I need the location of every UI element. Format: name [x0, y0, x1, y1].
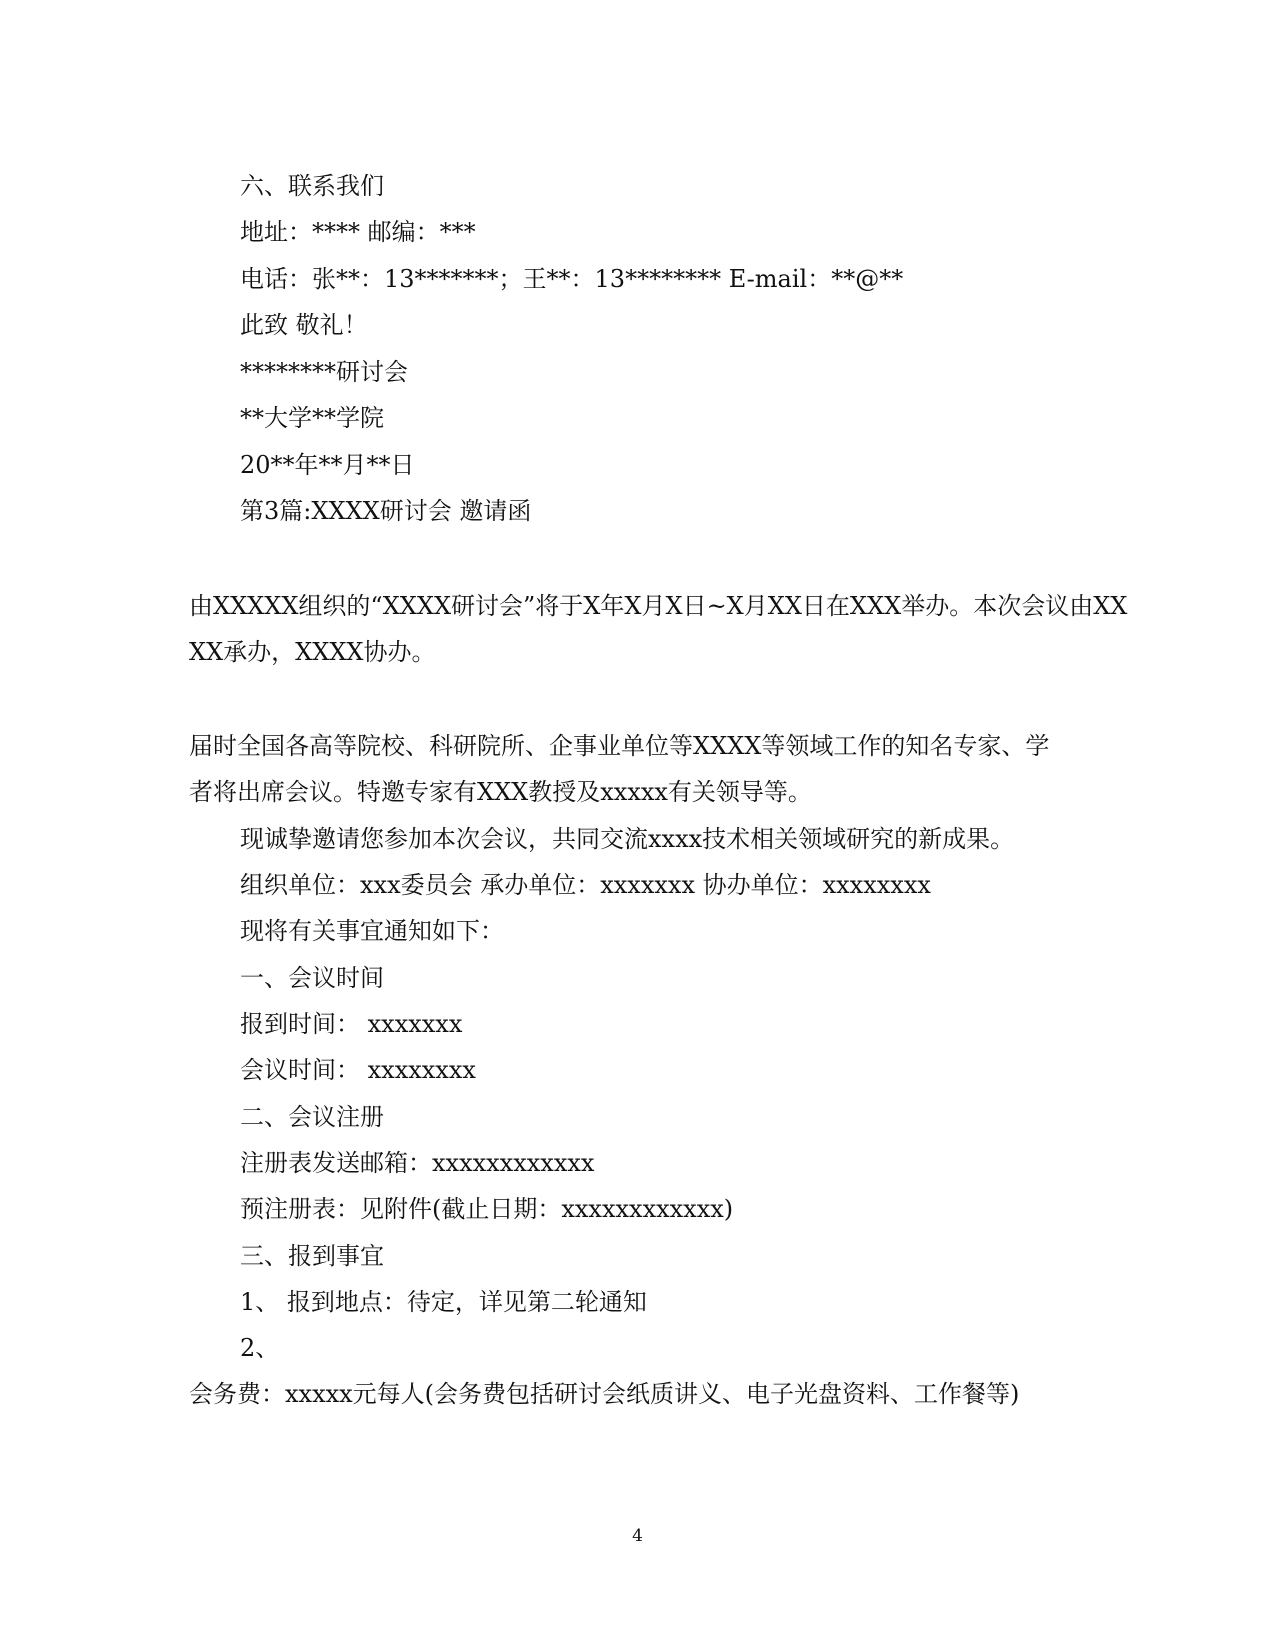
checkin-time: 报到时间： xxxxxxx: [240, 1010, 463, 1038]
contact-phone: 电话：张**：13*******；王**：13******** E-mail：**@**: [240, 265, 904, 293]
list-item-2-marker: 2、: [240, 1334, 280, 1362]
checkin-location-item: 1、 报到地点：待定，详见第二轮通知: [240, 1288, 647, 1316]
contact-heading: 六、联系我们: [240, 172, 384, 200]
signature-date: 20**年**月**日: [240, 451, 415, 479]
section-heading-registration: 二、会议注册: [240, 1103, 384, 1131]
meeting-time: 会议时间： xxxxxxxx: [240, 1056, 476, 1084]
section-heading-checkin: 三、报到事宜: [240, 1242, 384, 1270]
intro-paragraph-line-2: XX承办，XXXX协办。: [189, 638, 436, 666]
invitation-text: 现诚挚邀请您参加本次会议，共同交流xxxx技术相关领域研究的新成果。: [240, 825, 1015, 853]
closing-salutation: 此致 敬礼！: [240, 311, 368, 339]
registration-email: 注册表发送邮箱：xxxxxxxxxxxx: [240, 1149, 595, 1177]
meeting-fee: 会务费：xxxxx元每人(会务费包括研讨会纸质讲义、电子光盘资料、工作餐等): [189, 1380, 1020, 1408]
attendance-paragraph-line-2: 者将出席会议。特邀专家有XXX教授及xxxxx有关领导等。: [189, 778, 812, 806]
intro-paragraph-line-1: 由XXXXX组织的“XXXX研讨会”将于X年X月X日~X月XX日在XXX举办。本次会议由XX: [189, 592, 1128, 620]
section-heading-time: 一、会议时间: [240, 964, 384, 992]
pre-registration: 预注册表：见附件(截止日期：xxxxxxxxxxxx): [240, 1195, 734, 1223]
organizer-units: 组织单位：xxx委员会 承办单位：xxxxxxx 协办单位：xxxxxxxx: [240, 871, 931, 899]
signature-org: **大学**学院: [240, 404, 384, 432]
signature-event: ********研讨会: [240, 358, 408, 386]
article-title: 第3篇:XXXX研讨会 邀请函: [240, 497, 532, 525]
contact-address: 地址：**** 邮编：***: [240, 218, 476, 246]
page-number: 4: [632, 1526, 643, 1546]
attendance-paragraph-line-1: 届时全国各高等院校、科研院所、企事业单位等XXXX等领域工作的知名专家、学: [189, 732, 1050, 760]
notice-intro: 现将有关事宜通知如下：: [240, 917, 504, 945]
